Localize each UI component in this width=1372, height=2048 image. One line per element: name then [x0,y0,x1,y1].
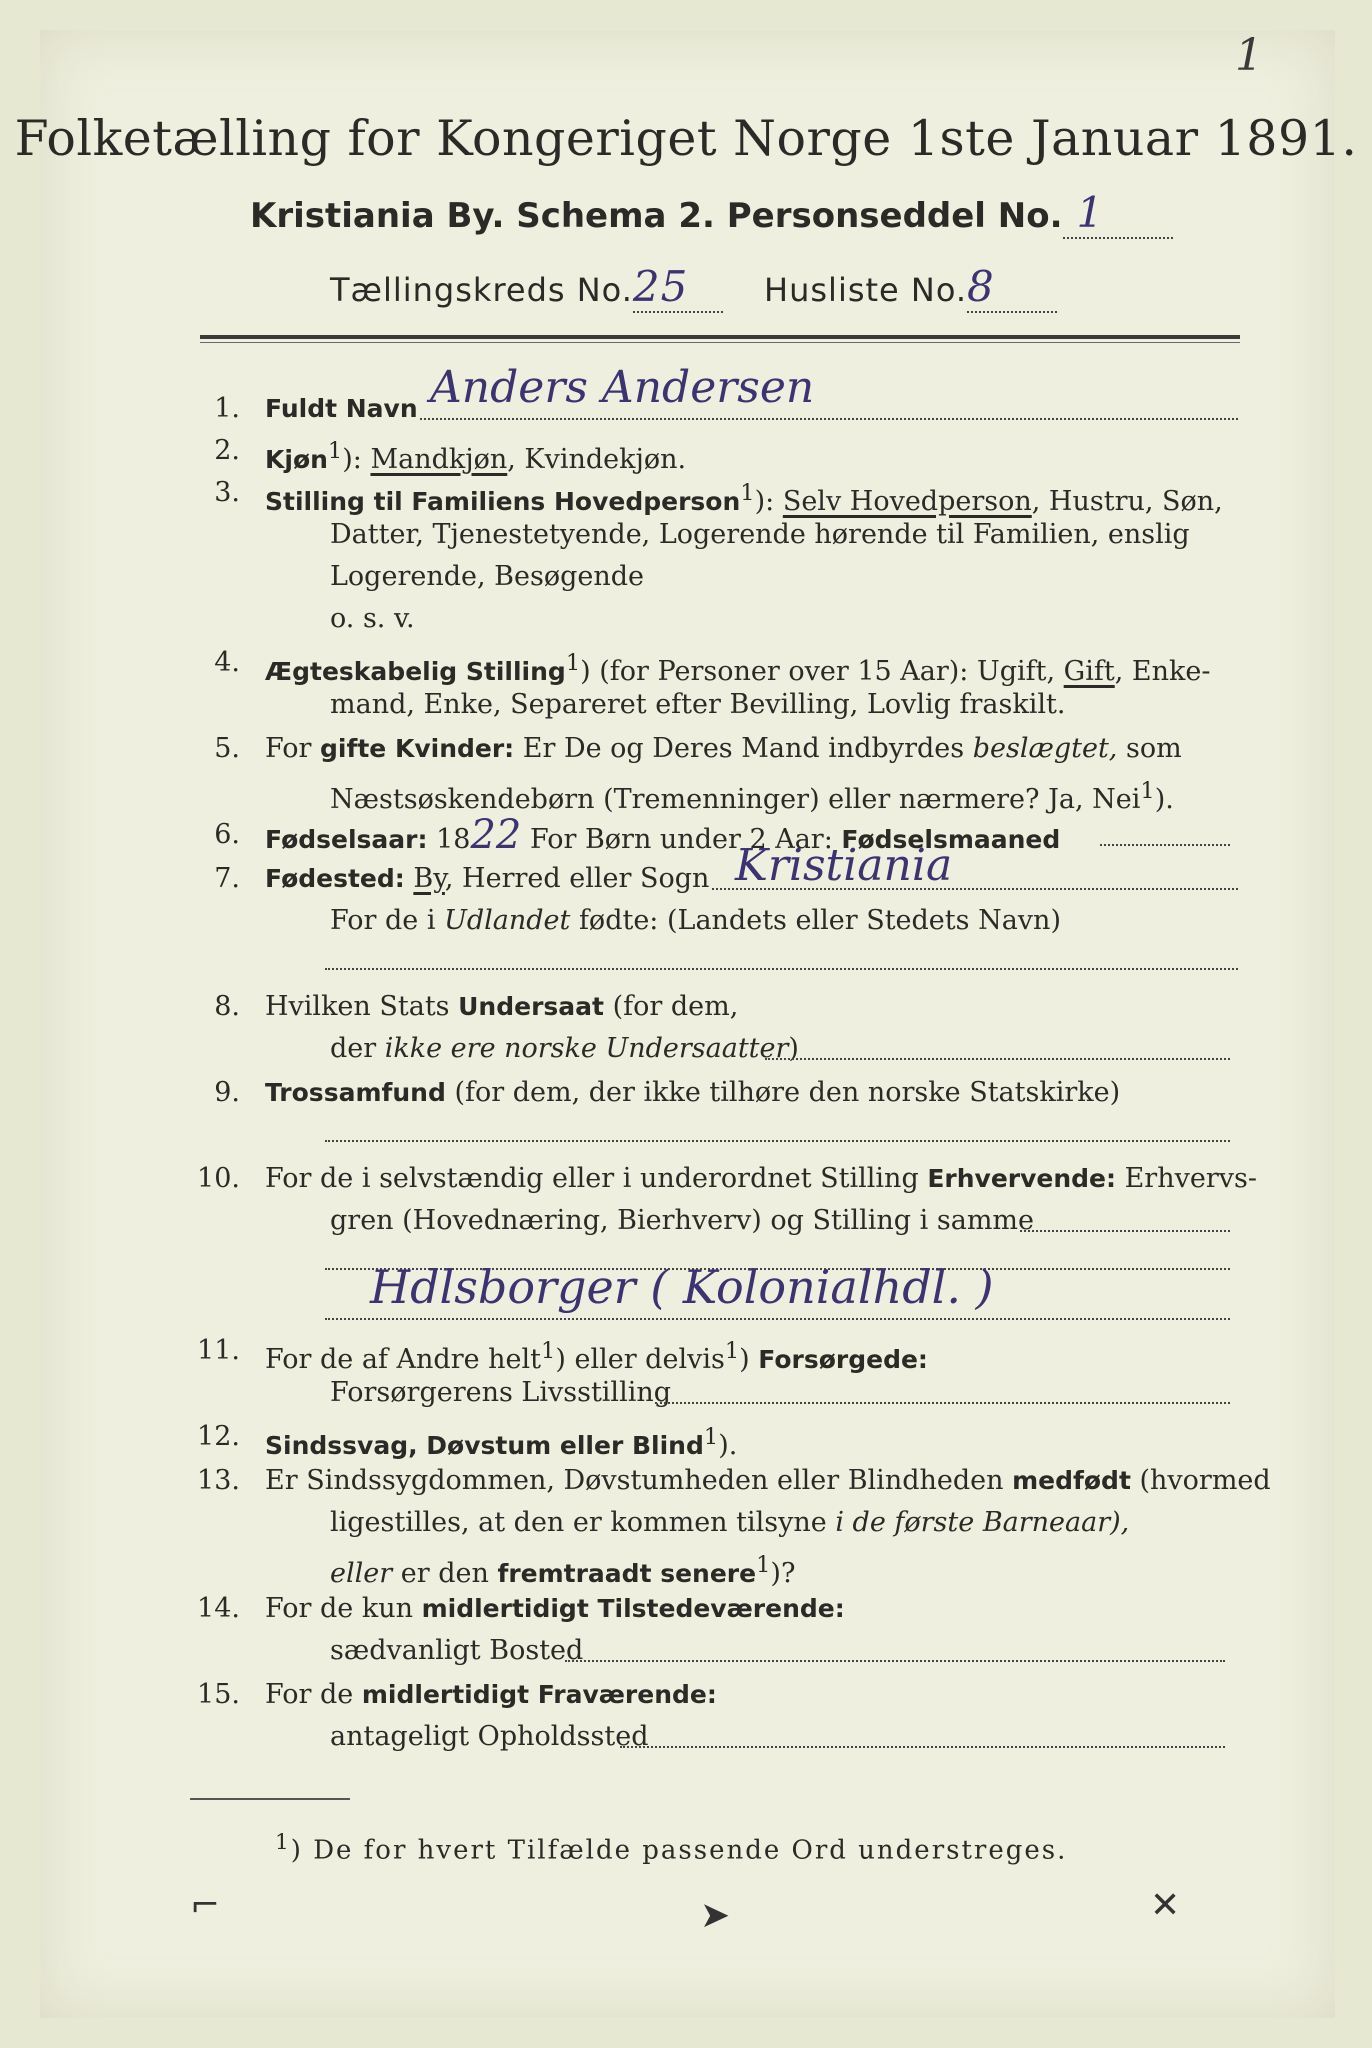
page-number: 1 [1235,30,1263,81]
footnote: $^1$) De for hvert Tilfælde passende Ord understreges. [275,1830,1068,1866]
personseddel-number: 1 [1076,188,1104,237]
sex-selected-male: Mandkjøn [370,444,508,475]
form-title: Folketælling for Kongeriget Norge 1ste Januar 1891. [14,110,1358,167]
corner-mark-left-icon: ⌐ [190,1885,221,1926]
header-rule [200,335,1240,339]
marital-selected: Gift [1063,656,1115,687]
form-subtitle: Kristiania By. Schema 2. Personseddel No. 1 [250,188,1173,239]
birth-year-value: 22 [470,812,522,858]
birthplace-value: Kristiania [735,840,953,891]
center-mark-icon: ➤ [700,1895,731,1936]
footnote-rule [190,1798,350,1800]
census-form-sheet [40,30,1335,2018]
form-subtitle-2: Tællingskreds No.25 Husliste No.8 [330,262,1057,313]
husliste-number: 8 [967,262,995,311]
kreds-number: 25 [632,262,689,311]
corner-mark-right-icon: ✕ [1150,1885,1181,1926]
header-rule-thin [200,342,1240,343]
occupation-value: Hdlsborger ( Kolonialhdl. ) [370,1260,994,1314]
position-selected: Selv Hovedperson [782,486,1032,517]
full-name-value: Anders Andersen [430,362,815,413]
